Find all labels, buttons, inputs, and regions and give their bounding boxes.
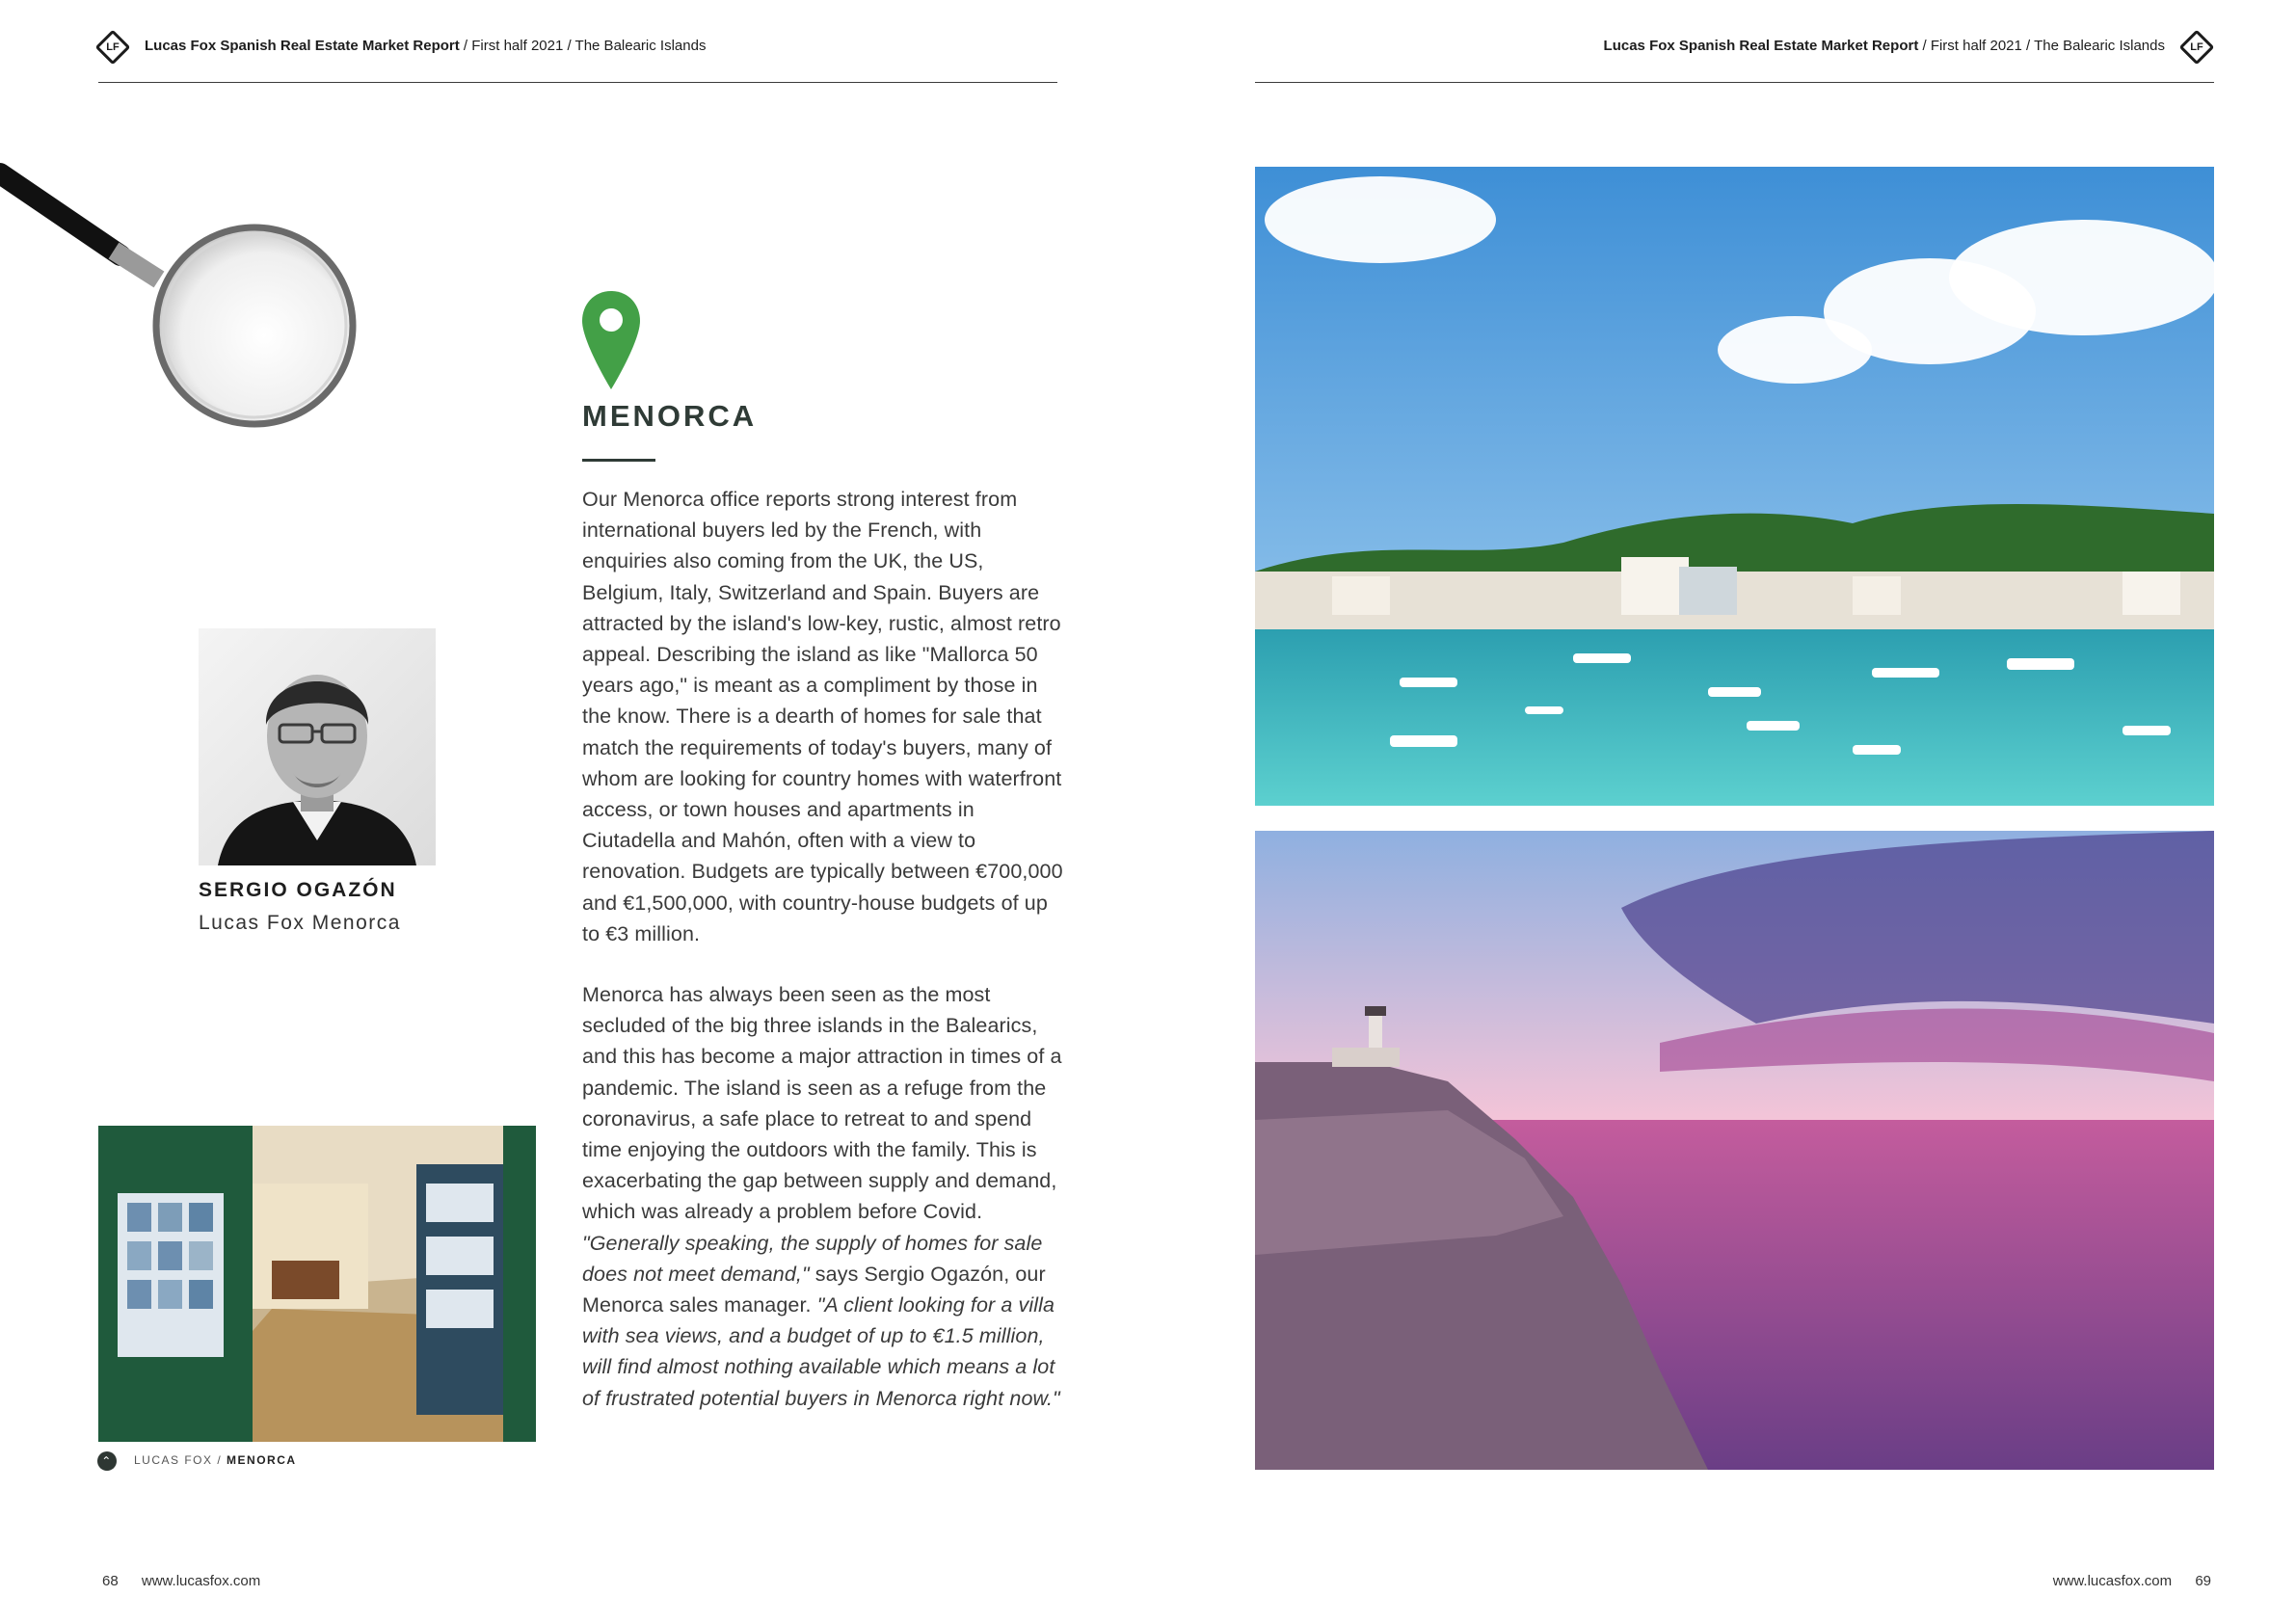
harbour-photo	[1255, 167, 2214, 806]
footer-right	[2053, 1573, 2211, 1589]
footer-left	[102, 1573, 260, 1589]
header-left	[145, 38, 706, 54]
header-section: / First half 2021 / The Balearic Islands	[459, 38, 707, 54]
header-report-title: Lucas Fox Spanish Real Estate Market Report	[1603, 38, 1919, 54]
location-pin-icon	[580, 289, 642, 391]
caption-brand: LUCAS FOX /	[134, 1453, 227, 1467]
footer-url-left[interactable]: www.lucasfox.com	[141, 1573, 261, 1589]
header-right	[1604, 38, 2165, 54]
lucas-fox-logo-icon	[95, 30, 131, 66]
logo-text: LF	[106, 41, 120, 53]
caption-location: MENORCA	[227, 1453, 297, 1467]
office-interior-photo	[98, 1126, 536, 1442]
paragraph-2-text: Menorca has always been seen as the most secluded of the big three islands in the Balearics, and this has become a major attraction in times of a pandemic. The island is seen as a refuge from the coronavirus, a safe place to retreat to and spend time enjoying the outdoors with the family. This is exacerbating the gap between supply and demand, which was already a problem before Covid.	[582, 983, 1062, 1224]
lucas-fox-logo-icon	[2179, 30, 2215, 66]
logo-text: LF	[2190, 41, 2203, 53]
lighthouse-sunset-photo	[1255, 831, 2214, 1470]
quote-1: "Generally speaking, the supply of homes for sale does not meet demand,"	[582, 1231, 1043, 1286]
article-title: MENORCA	[582, 399, 758, 433]
quote-2: "A client looking for a villa with sea views, and a budget of up to €1.5 million, will find almost nothing available which means a lot of frustrated potential buyers in Menorca right now."	[582, 1293, 1060, 1410]
article-body	[582, 484, 1064, 949]
chevron-up-icon: ⌃	[97, 1451, 117, 1471]
page-number-left: 68	[102, 1573, 119, 1589]
header-report-title: Lucas Fox Spanish Real Estate Market Report	[145, 38, 460, 54]
article-paragraph-1: Our Menorca office reports strong interest from international buyers led by the French, with enquiries also coming from the UK, the US, Belgium, Italy, Switzerland and Spain. Buyers are attracted by the island's low-key, rustic, almost retro appeal. Describing the island as like "Mallorca 50 years ago," is meant as a compliment by those in the know. There is a dearth of homes for sale that match the requirements of today's buyers, many of whom are looking for country homes with waterfront access, or town houses and apartments in Ciutadella and Mahón, often with a view to renovation. Budgets are typically between €700,000 and €1,500,000, with country-house budgets of up to €3 million.	[582, 488, 1063, 945]
person-role: Lucas Fox Menorca	[199, 912, 401, 934]
portrait-photo	[199, 628, 436, 865]
page-number-right: 69	[2195, 1573, 2211, 1589]
office-caption	[97, 1453, 297, 1467]
magnifying-glass-icon	[0, 154, 366, 443]
person-name: SERGIO OGAZÓN	[199, 879, 397, 901]
article-paragraph-2	[582, 979, 1064, 1414]
title-underline	[582, 459, 655, 462]
header-section: / First half 2021 / The Balearic Islands	[1918, 38, 2165, 54]
quote-attribution: says Sergio Ogazón, our Menorca sales manager.	[582, 1262, 1046, 1317]
header-rule-left	[98, 82, 1057, 83]
footer-url-right[interactable]: www.lucasfox.com	[2052, 1573, 2173, 1589]
article-body-2	[582, 979, 1064, 1414]
header-rule-right	[1255, 82, 2214, 83]
